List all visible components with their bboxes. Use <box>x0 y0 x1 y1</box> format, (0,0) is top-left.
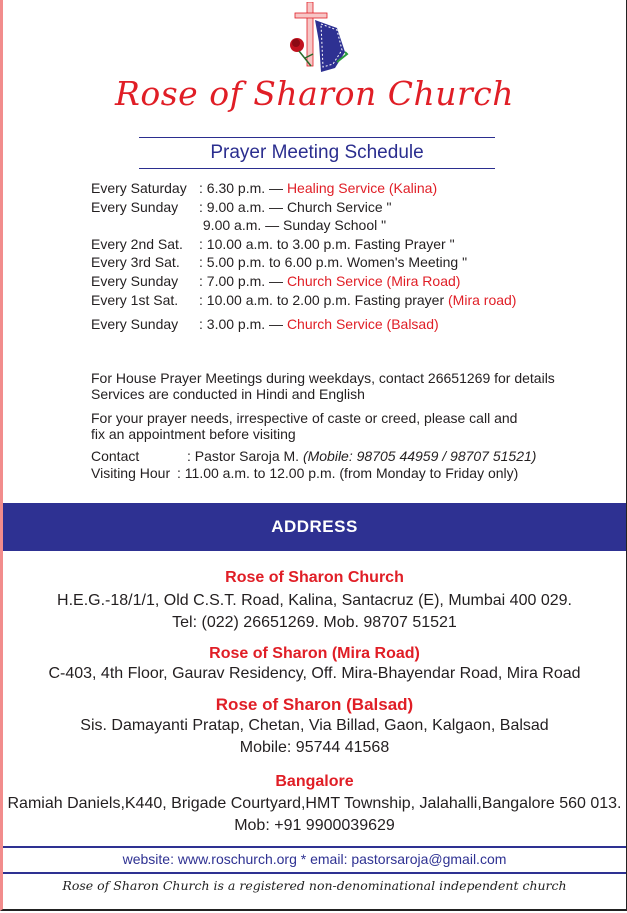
address-line: Ramiah Daniels,K440, Brigade Courtyard,HMT Township, Jalahalli,Bangalore 560 013. <box>7 795 622 812</box>
schedule-row <box>91 235 516 254</box>
schedule-event: Church Service (Mira Road) <box>286 272 461 289</box>
schedule-event: Church Service (Balsad) <box>286 316 439 333</box>
schedule-row <box>91 291 516 310</box>
contact-label: Contact <box>91 448 140 464</box>
address-name: Rose of Sharon Church <box>225 569 404 586</box>
address-heading <box>3 569 626 587</box>
house-prayer-text: For House Prayer Meetings during weekdays, contact 26651269 for details <box>91 370 555 386</box>
schedule-heading: Prayer Meeting Schedule <box>210 142 424 163</box>
schedule-event: Fasting Prayer " <box>354 235 455 252</box>
address-name: Rose of Sharon (Balsad) <box>215 695 414 714</box>
prayer-needs-text-2: fix an appointment before visiting <box>91 426 296 442</box>
schedule-event: Church Service " <box>286 198 392 215</box>
schedule-row <box>91 179 516 198</box>
schedule-list <box>91 179 516 334</box>
schedule-event: Sunday School " <box>283 217 387 234</box>
schedule-time: 9.00 a.m. — <box>206 198 287 215</box>
schedule-sep: : <box>199 180 207 196</box>
schedule-time: 5.00 p.m. to 6.00 p.m. <box>206 254 347 271</box>
address-line: C-403, 4th Floor, Gaurav Residency, Off. Mira-Bhayendar Road, Mira Road <box>48 665 581 682</box>
schedule-sep: : <box>199 198 207 215</box>
schedule-time: 10.00 a.m. to 3.00 p.m. <box>206 235 355 252</box>
schedule-day: Every Sunday <box>91 198 179 215</box>
schedule-sep: : <box>199 254 207 271</box>
visiting-value: : 11.00 a.m. to 12.00 p.m. (from Monday to Friday only) <box>177 465 519 481</box>
visiting-row <box>91 465 518 481</box>
cross-rose-church-logo-icon <box>285 2 355 74</box>
schedule-sep: : <box>199 235 207 252</box>
schedule-row <box>91 315 516 334</box>
contact-row <box>91 448 536 464</box>
prayer-needs-text-1: For your prayer needs, irrespective of caste or creed, please call and <box>91 410 518 426</box>
address-heading <box>3 645 626 663</box>
schedule-sep: : <box>199 316 207 333</box>
schedule-day: Every Sunday <box>91 272 179 289</box>
schedule-sep: : <box>199 291 207 308</box>
address-line: Sis. Damayanti Pratap, Chetan, Via Billad, Gaon, Kalgaon, Balsad <box>80 717 549 734</box>
schedule-event: (Mira road) <box>448 291 517 308</box>
schedule-row <box>91 198 516 217</box>
address-heading <box>3 695 626 715</box>
visiting-label: Visiting Hour <box>91 465 171 481</box>
schedule-time: 3.00 p.m. — <box>206 316 287 333</box>
contact-value: : Pastor Saroja M. <box>187 448 303 464</box>
languages-text: Services are conducted in Hindi and English <box>91 386 365 402</box>
schedule-row <box>91 272 516 291</box>
address-line: Mobile: 95744 41568 <box>239 739 390 756</box>
schedule-row <box>91 253 516 272</box>
schedule-day: Every 3rd Sat. <box>91 254 180 271</box>
address-line: Mob: +91 9900039629 <box>234 817 395 834</box>
contact-mobile: (Mobile: 98705 44959 / 98707 51521) <box>302 448 537 464</box>
address-heading <box>3 773 626 791</box>
address-line: H.E.G.-18/1/1, Old C.S.T. Road, Kalina, Santacruz (E), Mumbai 400 029. <box>57 592 572 609</box>
address-name: Bangalore <box>275 773 354 790</box>
divider-bottom <box>139 168 495 169</box>
schedule-event: Women's Meeting " <box>346 254 468 271</box>
address-line: Tel: (022) 26651269. Mob. 98707 51521 <box>172 614 457 631</box>
divider-top <box>139 137 495 138</box>
schedule-time: 9.00 a.m. — <box>202 217 284 234</box>
schedule-day: Every 2nd Sat. <box>91 235 183 252</box>
schedule-row <box>91 216 516 235</box>
registration-note: Rose of Sharon Church is a registered non-denominational independent church <box>62 878 567 893</box>
schedule-time: 6.30 p.m. — <box>206 180 287 196</box>
website-email-bar[interactable]: website: www.roschurch.org * email: pastorsaroja@gmail.com <box>3 846 626 874</box>
schedule-day: Every 1st Sat. <box>91 291 179 308</box>
address-name: Rose of Sharon (Mira Road) <box>209 645 420 662</box>
schedule-event: Healing Service (Kalina) <box>286 180 438 196</box>
schedule-sep: : <box>199 272 207 289</box>
schedule-day: Every Sunday <box>91 316 179 333</box>
address-band: ADDRESS <box>3 503 626 551</box>
schedule-time: 7.00 p.m. — <box>206 272 287 289</box>
schedule-time: 10.00 a.m. to 2.00 p.m. Fasting prayer <box>206 291 449 308</box>
schedule-day: Every Saturday <box>91 180 187 196</box>
church-title: Rose of Sharon Church <box>115 74 514 113</box>
